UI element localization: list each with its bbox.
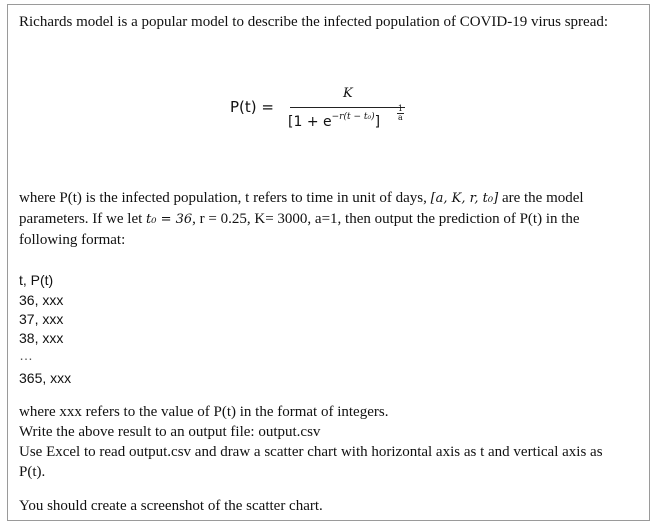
formula-numerator: K [343,86,353,101]
instruction-format: where xxx refers to the value of P(t) in the format of integers. [19,404,389,420]
fraction-bar [290,107,405,108]
output-ellipsis: … [19,347,33,363]
document-frame [7,4,650,521]
closing-instruction: You should create a screenshot of the scatter chart. [19,498,323,514]
output-row: 38, xxx [19,330,64,346]
parameter-list: [a, K, r, t₀] [430,191,499,206]
intro-paragraph: Richards model is a popular model to describe the infected population of COVID-19 virus spread: [19,14,609,30]
output-row: 365, xxx [19,370,72,386]
outer-exponent-num: 1 [397,104,403,113]
outer-exponent [397,105,404,122]
output-row: 36, xxx [19,292,64,308]
description-part1: where P(t) is the infected population, t refers to time in unit of days, [19,190,427,206]
description-part3: , r = 0.25, K= 3000, a=1, then output the prediction of P(t) in the following format: [19,211,580,248]
outer-exponent-den: a [398,113,403,122]
instruction-excel: Use Excel to read output.csv and draw a scatter chart with horizontal axis as t and vertical axis as P(t). [19,444,603,480]
instruction-write-file: Write the above result to an output file: output.csv [19,424,321,440]
denominator-base: [1 + e [288,114,332,130]
denominator-close: ] [374,114,381,130]
t0-value: t₀ = 36 [146,212,193,227]
richards-formula [230,83,430,153]
description-paragraph [19,188,631,250]
denominator-exponent: −r(t − t₀) [331,112,375,122]
output-header: t, P(t) [19,272,54,288]
description-part2: are the model parameters. If we let [19,190,584,227]
formula-denominator [288,112,380,130]
output-row: 37, xxx [19,311,64,327]
formula-lhs: P(t) = [230,98,274,116]
